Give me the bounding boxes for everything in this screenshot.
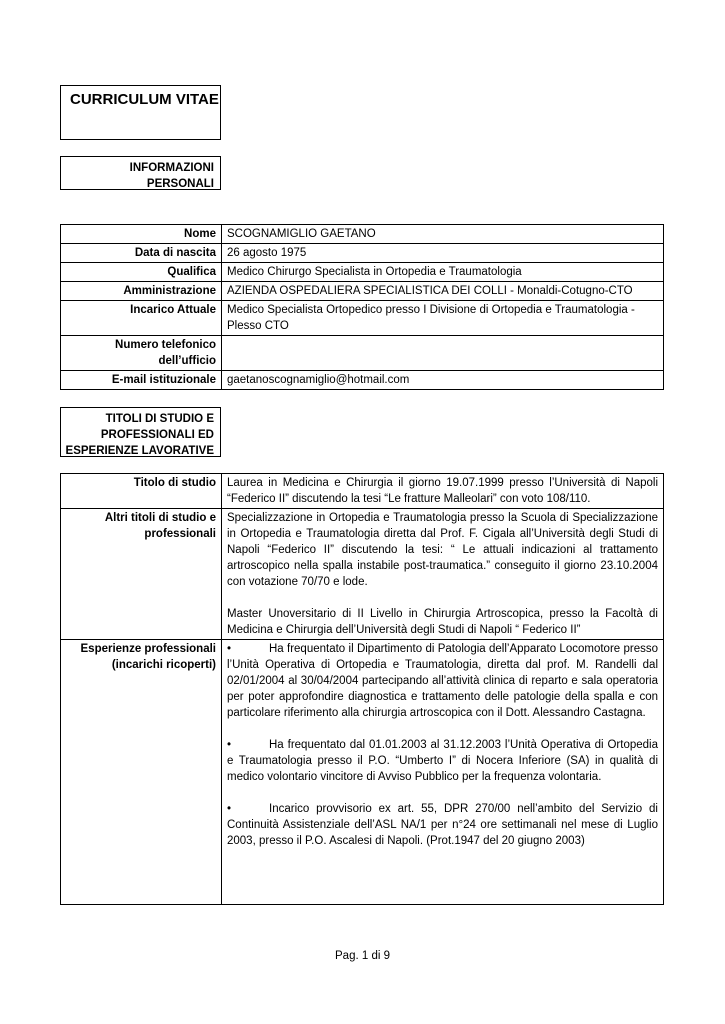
label-nome: Nome (61, 225, 222, 244)
value-numero-telefonico (222, 336, 664, 371)
page-number: Pag. 1 di 9 (335, 950, 390, 962)
personal-info-table (60, 224, 664, 390)
value-esperienze (222, 640, 664, 905)
esperienza-item: • Incarico provvisorio ex art. 55, DPR 270/00 nell’ambito del Servizio di Continuità Assistenziale dell’ASL NA/1 per n°24 ore settimanali nel mese di Luglio 2003, presso il P.O. Ascalesi di Napoli. (Prot.1947 del 20 giugno 2003) (227, 803, 658, 847)
label-data-nascita: Data di nascita (61, 244, 222, 263)
esperienza-item: • Ha frequentato il Dipartimento di Patologia dell’Apparato Locomotore presso l’Unità Operativa di Ortopedia e Traumatologia, diretta dal prof. M. Randelli dal 02/01/2004 al 30/04/2004 partecipando all’attività clinica di reparto e sala operatoria per poter approfondire diagnostica e trattamento delle patologie della spalla e con particolare riferimento alla chirurgia artroscopica con il Dott. Alessandro Castagna. (227, 643, 658, 719)
bullet-icon: • (227, 739, 232, 751)
label-email: E-mail istituzionale (61, 371, 222, 390)
esperienza-item: • Ha frequentato dal 01.01.2003 al 31.12.2003 l’Unità Operativa di Ortopedia e Traumatologia presso il P.O. “Umberto I” di Nocera Inferiore (SA) in qualità di medico volontario vincitore di Avviso Pubblico per la frequenza volontaria. (227, 739, 658, 783)
table-row (61, 474, 664, 509)
altri-titoli-paragraph: Master Unoversitario di II Livello in Chirurgia Artroscopica, presso la Facoltà di Medicina e Chirurgia dell’Università degli Studi di Napoli “ Federico II” (227, 608, 658, 636)
value-qualifica: Medico Chirurgo Specialista in Ortopedia e Traumatologia (222, 263, 664, 282)
studies-table (60, 473, 664, 905)
value-amministrazione: AZIENDA OSPEDALIERA SPECIALISTICA DEI COLLI - Monaldi-Cotugno-CTO (222, 282, 664, 301)
section-heading-personal-info: INFORMAZIONI PERSONALI (60, 156, 221, 190)
table-row (61, 263, 664, 282)
table-row (61, 301, 664, 336)
label-qualifica: Qualifica (61, 263, 222, 282)
label-incarico-attuale: Incarico Attuale (61, 301, 222, 336)
label-numero-telefonico: Numero telefonico dell’ufficio (61, 336, 222, 371)
value-email: gaetanoscognamiglio@hotmail.com (222, 371, 664, 390)
value-altri-titoli (222, 509, 664, 640)
value-incarico-attuale: Medico Specialista Ortopedico presso I Divisione di Ortopedia e Traumatologia - Plesso CTO (222, 301, 664, 336)
bullet-icon: • (227, 643, 232, 655)
table-row (61, 509, 664, 640)
table-row (61, 244, 664, 263)
table-row (61, 640, 664, 905)
label-altri-titoli: Altri titoli di studio e professionali (61, 509, 222, 640)
table-row (61, 282, 664, 301)
label-titolo-studio: Titolo di studio (61, 474, 222, 509)
value-data-nascita: 26 agosto 1975 (222, 244, 664, 263)
bullet-icon: • (227, 803, 232, 815)
table-row (61, 371, 664, 390)
cv-title: CURRICULUM VITAE (60, 85, 221, 140)
label-esperienze: Esperienze professionali (incarichi ricoperti) (61, 640, 222, 905)
label-amministrazione: Amministrazione (61, 282, 222, 301)
value-nome: SCOGNAMIGLIO GAETANO (222, 225, 664, 244)
table-row (61, 225, 664, 244)
value-titolo-studio: Laurea in Medicina e Chirurgia il giorno 19.07.1999 presso l’Università di Napoli “Federico II” discutendo la tesi “Le fratture Malleolari” con voto 108/110. (222, 474, 664, 509)
table-row (61, 336, 664, 371)
altri-titoli-paragraph: Specializzazione in Ortopedia e Traumatologia presso la Scuola di Specializzazione in Ortopedia e Traumatologia diretta dal Prof. F. Cigala all’Università degli Studi di Napoli “Federico II” discutendo la tesi: “ Le attuali indicazioni al trattamento artroscopico nella spalla instabile post-traumatica.” conseguito il giorno 23.10.2004 con votazione 70/70 e lode. (227, 512, 658, 588)
section-heading-studies: TITOLI DI STUDIO E PROFESSIONALI ED ESPERIENZE LAVORATIVE (60, 407, 221, 457)
